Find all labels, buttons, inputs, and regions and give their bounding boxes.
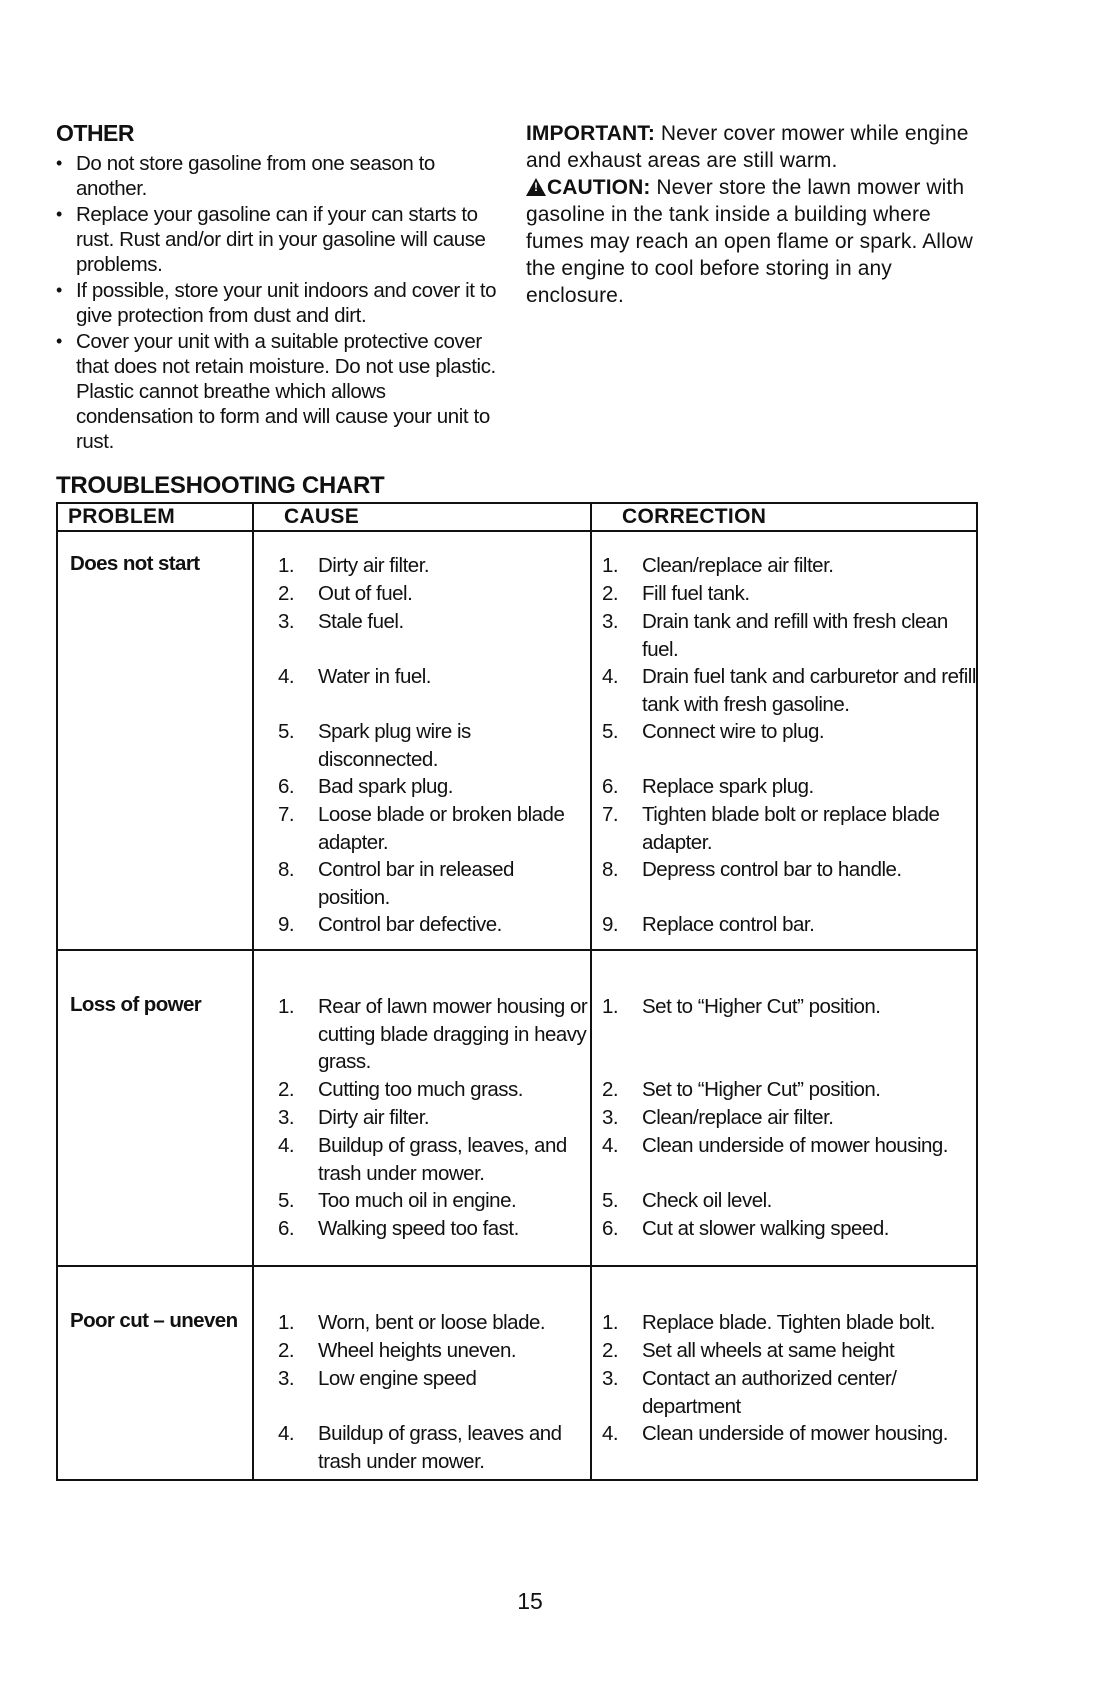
correction-item-number: 2. — [602, 1078, 619, 1101]
problem-cell — [57, 1266, 253, 1480]
cause-item-text: Spark plug wire is disconnected. — [318, 720, 471, 771]
correction-item — [592, 773, 976, 801]
cause-item — [254, 773, 590, 801]
correction-item — [592, 718, 976, 773]
cause-item — [254, 718, 590, 773]
correction-item — [592, 1076, 976, 1104]
correction-item-text: Replace spark plug. — [642, 775, 814, 798]
troubleshooting-chart-title: TROUBLESHOOTING CHART — [56, 472, 385, 499]
cause-item-number: 1. — [278, 554, 295, 577]
troubleshooting-table — [56, 502, 978, 1481]
cause-item-number: 1. — [278, 995, 295, 1018]
correction-item — [592, 1420, 976, 1475]
cause-item-text: Worn, bent or loose blade. — [318, 1311, 546, 1334]
correction-item — [592, 801, 976, 856]
bullet-icon: • — [56, 204, 62, 224]
cause-item — [254, 856, 590, 911]
other-bullet-list — [56, 151, 506, 454]
table-header-row — [57, 503, 977, 531]
other-section — [56, 120, 506, 455]
cause-item-number: 2. — [278, 1339, 295, 1362]
cause-item-number: 3. — [278, 610, 295, 633]
correction-item-text: Drain tank and refill with fresh clean fuel. — [642, 610, 948, 661]
cause-item — [254, 1076, 590, 1104]
correction-item — [592, 663, 976, 718]
correction-item-text: Tighten blade bolt or replace blade adapter. — [642, 803, 940, 854]
cause-item-number: 7. — [278, 803, 295, 826]
correction-item — [592, 856, 976, 911]
correction-item-text: Fill fuel tank. — [642, 582, 750, 605]
cause-item-number: 1. — [278, 1311, 295, 1334]
cause-item-number: 8. — [278, 858, 295, 881]
cause-item — [254, 1420, 590, 1475]
cause-item-text: Cutting too much grass. — [318, 1078, 523, 1101]
cause-item-number: 2. — [278, 582, 295, 605]
correction-cell — [591, 1266, 977, 1480]
cause-item-text: Control bar defective. — [318, 913, 502, 936]
cause-item — [254, 1365, 590, 1420]
page-number: 15 — [517, 1588, 543, 1614]
correction-item-number: 4. — [602, 1134, 619, 1157]
correction-item — [592, 580, 976, 608]
correction-item-number: 1. — [602, 1311, 619, 1334]
table-row — [57, 1266, 977, 1480]
cause-item-number: 4. — [278, 665, 295, 688]
cause-item — [254, 1337, 590, 1365]
bullet-item: • Cover your unit with a suitable protective cover that does not retain moisture. Do not use plastic. Plastic cannot breathe which allows condensation to form and will cause your unit to rust. — [56, 330, 496, 453]
correction-item-text: Set to “Higher Cut” position. — [642, 995, 881, 1018]
cause-item-number: 3. — [278, 1106, 295, 1129]
correction-item-text: Replace blade. Tighten blade bolt. — [642, 1311, 936, 1334]
correction-item-number: 2. — [602, 1339, 619, 1362]
correction-item-number: 3. — [602, 1367, 619, 1390]
cause-item-number: 6. — [278, 1217, 295, 1240]
problem-cell — [57, 950, 253, 1266]
caution-label: CAUTION: — [547, 176, 651, 199]
correction-item-text: Clean underside of mower housing. — [642, 1134, 948, 1157]
cause-item-text: Buildup of grass, leaves and trash under mower. — [318, 1422, 562, 1473]
cause-item-text: Too much oil in engine. — [318, 1189, 517, 1212]
cause-cell — [253, 1266, 591, 1480]
correction-item — [592, 911, 976, 939]
correction-item-number: 5. — [602, 720, 619, 743]
cause-item-number: 4. — [278, 1422, 295, 1445]
cause-item-number: 2. — [278, 1078, 295, 1101]
correction-item-text: Check oil level. — [642, 1189, 772, 1212]
correction-item-text: Depress control bar to handle. — [642, 858, 902, 881]
correction-item-number: 4. — [602, 665, 619, 688]
correction-item — [592, 1309, 976, 1337]
cause-item — [254, 1215, 590, 1243]
correction-item-text: Cut at slower walking speed. — [642, 1217, 889, 1240]
correction-item — [592, 608, 976, 663]
cause-item-text: Dirty air filter. — [318, 554, 430, 577]
problem-column-header: PROBLEM — [57, 503, 253, 531]
cause-cell — [253, 531, 591, 950]
problem-cell — [57, 531, 253, 950]
correction-item-number: 9. — [602, 913, 619, 936]
cause-item-text: Dirty air filter. — [318, 1106, 430, 1129]
correction-item-number: 6. — [602, 775, 619, 798]
cause-item-text: Water in fuel. — [318, 665, 432, 688]
cause-item-text: Stale fuel. — [318, 610, 404, 633]
correction-item-number: 7. — [602, 803, 619, 826]
correction-cell — [591, 531, 977, 950]
table-row — [57, 950, 977, 1266]
correction-item — [592, 1104, 976, 1132]
cause-item-text: Walking speed too fast. — [318, 1217, 519, 1240]
cause-item — [254, 1187, 590, 1215]
table-row — [57, 531, 977, 950]
correction-item-text: Replace control bar. — [642, 913, 815, 936]
cause-item — [254, 663, 590, 718]
cause-item-number: 4. — [278, 1134, 295, 1157]
cause-item-text: Wheel heights uneven. — [318, 1339, 517, 1362]
correction-item-number: 8. — [602, 858, 619, 881]
cause-item-text: Low engine speed — [318, 1367, 477, 1390]
other-heading: OTHER — [56, 120, 134, 146]
correction-item-text: Drain fuel tank and carburetor and refill tank with fresh gasoline. — [642, 665, 976, 716]
correction-item-number: 1. — [602, 554, 619, 577]
cause-item-text: Rear of lawn mower housing or cutting blade dragging in heavy grass. — [318, 995, 588, 1073]
cause-item — [254, 608, 590, 663]
storage-notices — [526, 120, 976, 309]
bullet-icon: • — [56, 280, 62, 300]
cause-column-header: CAUSE — [253, 503, 591, 531]
correction-item-text: Set to “Higher Cut” position. — [642, 1078, 881, 1101]
important-text: Never cover mower while engine and exhaust areas are still warm. — [526, 122, 969, 172]
correction-cell — [591, 950, 977, 1266]
correction-item-text: Connect wire to plug. — [642, 720, 825, 743]
bullet-item: • Replace your gasoline can if your can starts to rust. Rust and/or dirt in your gasoline will cause problems. — [56, 203, 486, 276]
cause-item — [254, 993, 590, 1076]
cause-item-number: 3. — [278, 1367, 295, 1390]
important-label: IMPORTANT: — [526, 122, 655, 145]
cause-item-text: Bad spark plug. — [318, 775, 453, 798]
correction-item — [592, 552, 976, 580]
cause-item — [254, 801, 590, 856]
cause-cell — [253, 950, 591, 1266]
cause-item-text: Loose blade or broken blade adapter. — [318, 803, 565, 854]
correction-item — [592, 1337, 976, 1365]
cause-item-number: 5. — [278, 720, 295, 743]
cause-item-number: 6. — [278, 775, 295, 798]
cause-item-text: Buildup of grass, leaves, and trash under mower. — [318, 1134, 567, 1185]
cause-item-number: 5. — [278, 1189, 295, 1212]
correction-item — [592, 1187, 976, 1215]
correction-item-text: Clean/replace air filter. — [642, 1106, 834, 1129]
cause-item-number: 9. — [278, 913, 295, 936]
problem-label: Poor cut – uneven — [70, 1309, 238, 1332]
cause-item — [254, 1309, 590, 1337]
bullet-item: • If possible, store your unit indoors and cover it to give protection from dust and dirt. — [56, 279, 497, 327]
correction-item — [592, 1215, 976, 1243]
correction-item-text: Clean/replace air filter. — [642, 554, 834, 577]
correction-item — [592, 1365, 976, 1420]
bullet-icon: • — [56, 331, 62, 351]
correction-item-number: 5. — [602, 1189, 619, 1212]
bullet-icon: • — [56, 153, 62, 173]
correction-item-number: 3. — [602, 1106, 619, 1129]
correction-item-number: 4. — [602, 1422, 619, 1445]
correction-item-number: 2. — [602, 582, 619, 605]
problem-label: Does not start — [70, 552, 200, 575]
correction-item — [592, 993, 976, 1076]
warning-triangle-icon — [526, 178, 546, 196]
cause-item-text: Out of fuel. — [318, 582, 413, 605]
cause-item — [254, 580, 590, 608]
cause-item — [254, 911, 590, 939]
correction-item-text: Contact an authorized center/ department — [642, 1367, 897, 1418]
correction-item-text: Set all wheels at same height — [642, 1339, 895, 1362]
correction-item-number: 6. — [602, 1217, 619, 1240]
correction-item-number: 3. — [602, 610, 619, 633]
cause-item — [254, 1132, 590, 1187]
correction-item-text: Clean underside of mower housing. — [642, 1422, 948, 1445]
cause-item — [254, 1104, 590, 1132]
cause-item — [254, 552, 590, 580]
cause-item-text: Control bar in released position. — [318, 858, 514, 909]
caution-text: Never store the lawn mower with gasoline in the tank inside a building where fumes may reach an open flame or spark. Allow the engine to cool before storing in any enclosure. — [526, 176, 973, 307]
problem-label: Loss of power — [70, 993, 202, 1016]
correction-item-number: 1. — [602, 995, 619, 1018]
bullet-item: • Do not store gasoline from one season to another. — [56, 152, 435, 200]
correction-item — [592, 1132, 976, 1187]
correction-column-header: CORRECTION — [591, 503, 977, 531]
